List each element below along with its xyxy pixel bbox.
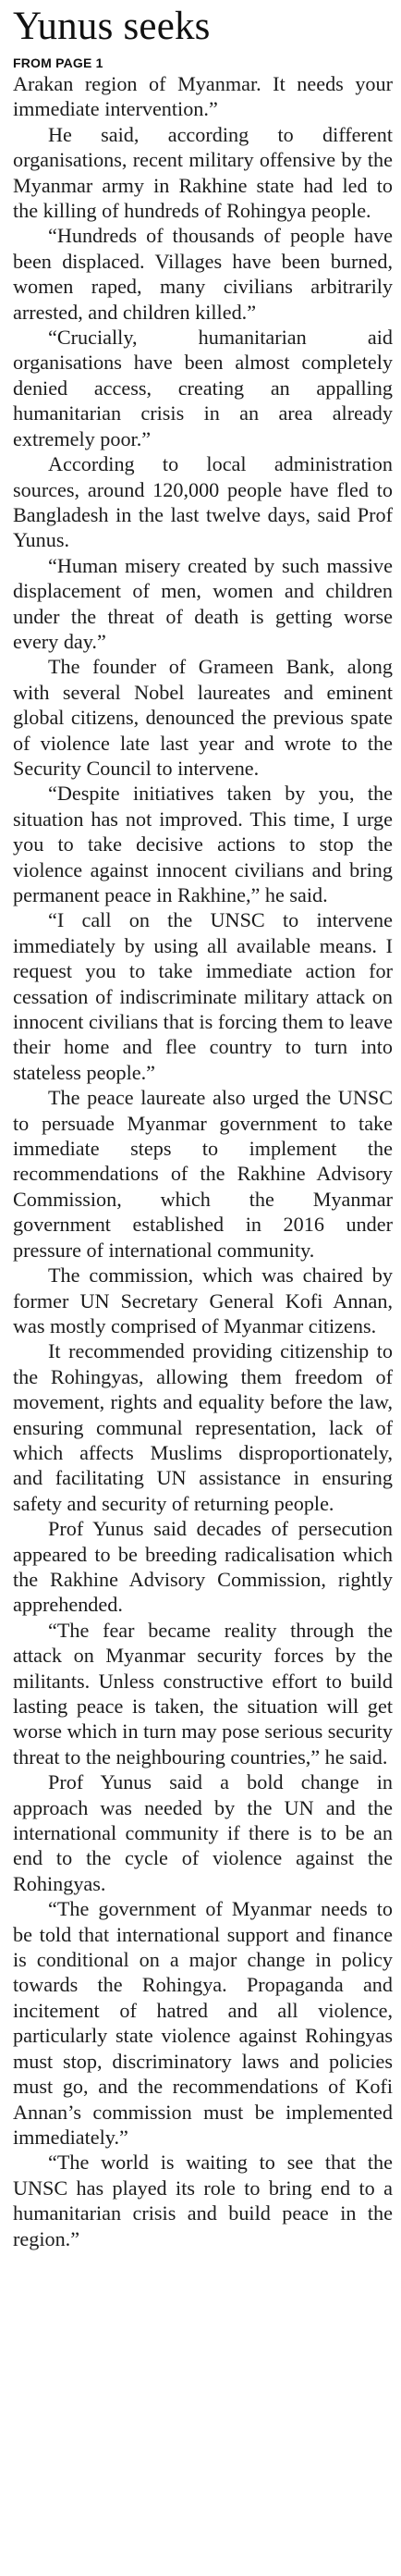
article-paragraph: “Hundreds of thousands of people have been displaced. Villages have been burned, women raped, many civilians arbitrarily arrested, and children killed.”	[13, 224, 393, 324]
article-paragraph: The commission, which was chaired by former UN Secretary General Kofi Annan, was mostly comprised of Myanmar citizens.	[13, 1263, 393, 1337]
headline: Yunus seeks	[13, 5, 211, 48]
article-paragraph: “The world is waiting to see that the UNSC has played its role to bring end to a humanitarian crisis and build peace in the region.”	[13, 2151, 393, 2250]
article-paragraph: “Crucially, humanitarian aid organisations have been almost completely denied access, creating an appalling humanitarian crisis in an area already extremely poor.”	[13, 326, 393, 450]
article-paragraph: The peace laureate also urged the UNSC to persuade Myanmar government to take immediate steps to implement the recommendations of the Rakhine Advisory Commission, which the Myanmar government established in 2016 under pressure of international community.	[13, 1086, 393, 1262]
article-paragraph: He said, according to different organisations, recent military offensive by the Myanmar army in Rakhine state had led to the killing of hundreds of Rohingya people.	[13, 122, 393, 223]
article-paragraph: “I call on the UNSC to intervene immediately by using all available means. I request you to take immediate action for cessation of indiscriminate military attack on innocent civilians that is forcing them to leave their home and flee country to turn into stateless people.”	[13, 908, 393, 1084]
article-paragraph: Arakan region of Myanmar. It needs your immediate intervention.”	[13, 72, 393, 121]
article-paragraph: It recommended providing citizenship to the Rohingyas, allowing them freedom of movement, rights and equality before the law, ensuring communal representation, lack of which affects Muslims disproportionately, and facilitating UN assistance in ensuring safety and security of returning people.	[13, 1339, 393, 1515]
article-paragraph: “The fear became reality through the attack on Myanmar security forces by the militants. Unless constructive effort to build lasting peace is taken, the situation will get worse which in turn may pose serious security threat to the neighbouring countries,” he said.	[13, 1618, 393, 1769]
article-paragraph: “Human misery created by such massive displacement of men, women and children under the threat of death is getting worse every day.”	[13, 553, 393, 653]
article-paragraph: Prof Yunus said a bold change in approach was needed by the UN and the international community if there is to be an end to the cycle of violence against the Rohingyas.	[13, 1770, 393, 1895]
article-paragraph: The founder of Grameen Bank, along with several Nobel laureates and eminent global citizens, denounced the previous spate of violence late last year and wrote to the Security Council to intervene.	[13, 655, 393, 780]
article-paragraph: According to local administration sources, around 120,000 people have fled to Bangladesh in the last twelve days, said Prof Yunus.	[13, 452, 393, 552]
continuation-kicker: FROM PAGE 1	[13, 55, 103, 70]
article-paragraph: “The government of Myanmar needs to be told that international support and finance is conditional on a major change in policy towards the Rohingya. Propaganda and incitement of hatred and all violence, particularly state violence against Rohingyas must stop, discriminatory laws and policies must go, and the recommendations of Kofi Annan’s commission must be implemented immediately.”	[13, 1897, 393, 2149]
article-paragraph: Prof Yunus said decades of persecution appeared to be breeding radicalisation which the Rakhine Advisory Commission, rightly apprehended.	[13, 1517, 393, 1617]
article-paragraph: “Despite initiatives taken by you, the situation has not improved. This time, I urge you to take decisive actions to stop the violence against innocent civilians and bring permanent peace in Rakhine,” he said.	[13, 782, 393, 906]
